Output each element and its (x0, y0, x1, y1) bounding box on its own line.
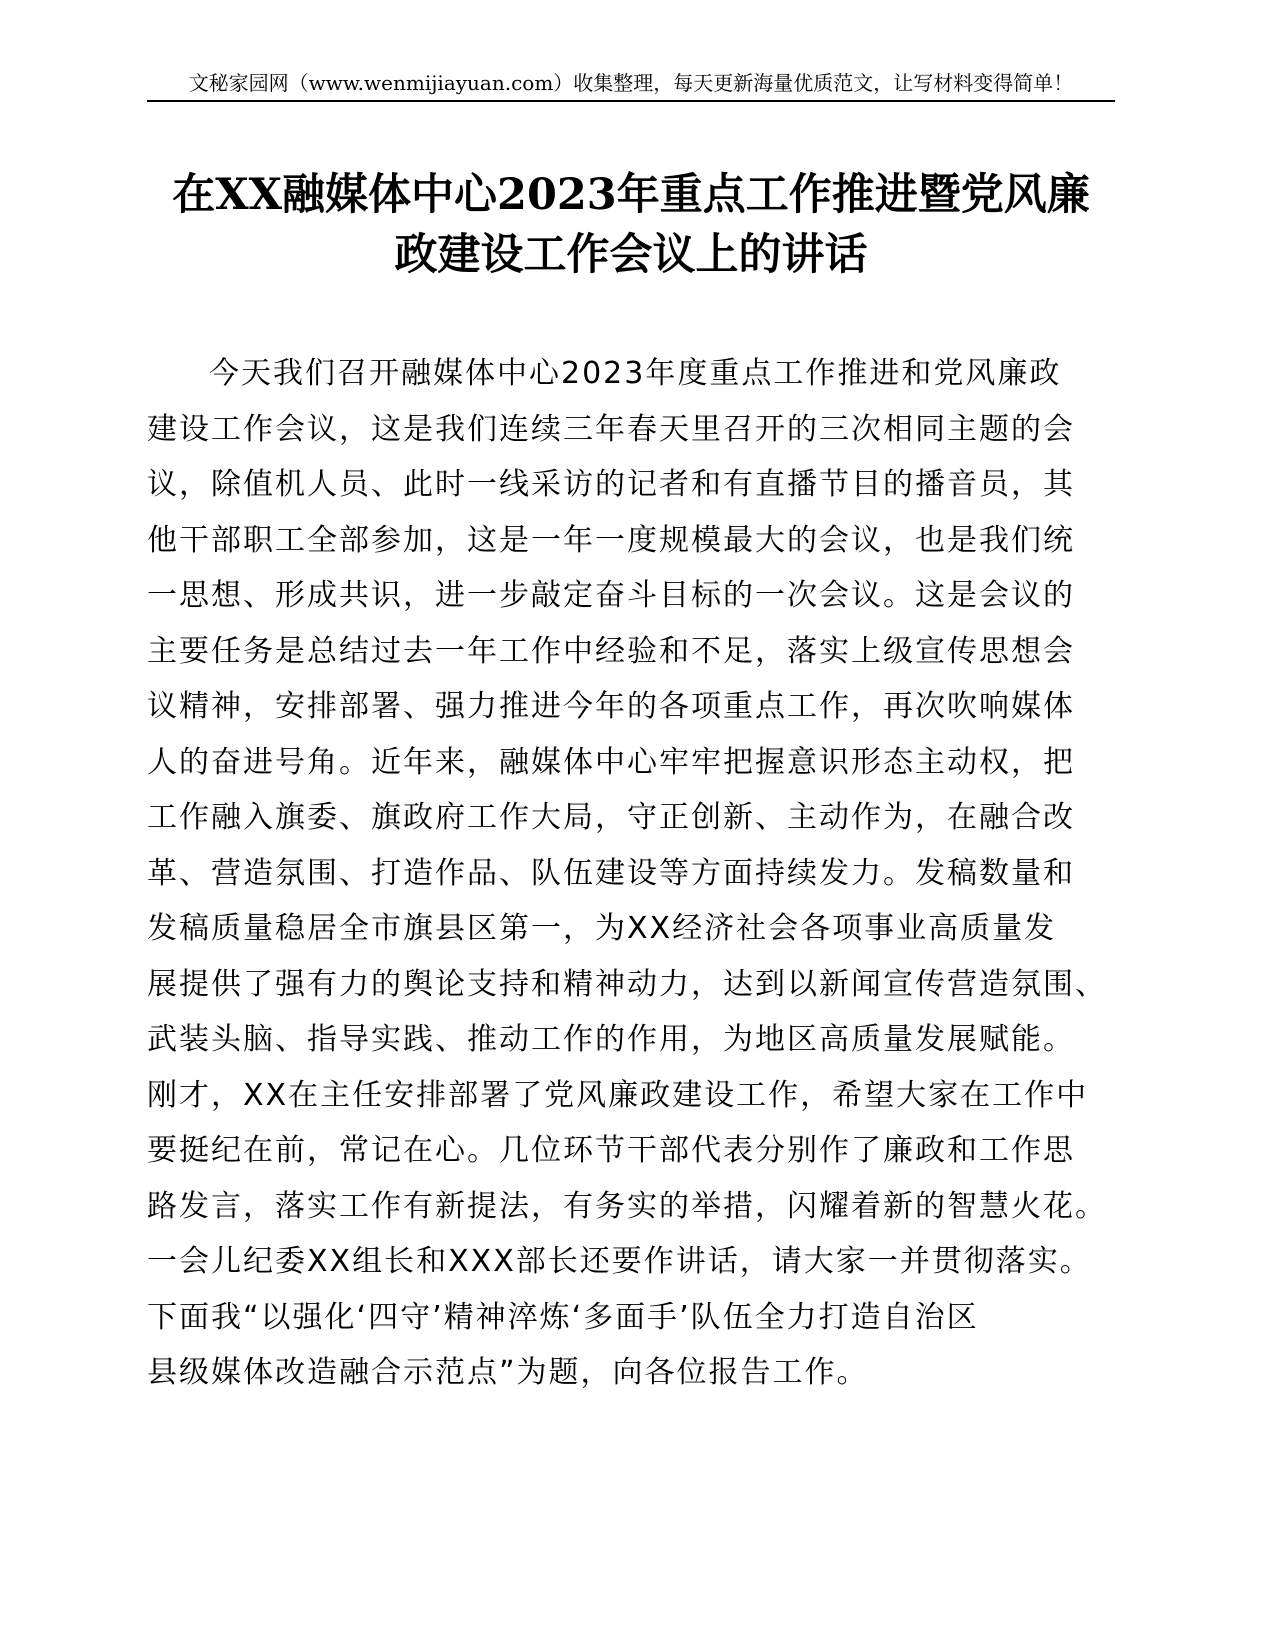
paragraph-line: 主要任务是总结过去一年工作中经验和不足，落实上级宣传思想会 (147, 633, 1075, 669)
paragraph-line: 刚才，XX在主任安排部署了党风廉政建设工作，希望大家在工作中 (147, 1077, 1089, 1113)
paragraph-line: 工作融入旗委、旗政府工作大局，守正创新、主动作为，在融合改 (147, 800, 1075, 835)
paragraph-line: 人的奋进号角。近年来，融媒体中心牢牢把握意识形态主动权，把 (147, 744, 1075, 780)
paragraph-line: 下面我“以强化‘四守’精神淬炼‘多面手’队伍全力打造自治区 (147, 1299, 979, 1335)
body-paragraph (147, 346, 1117, 1401)
paragraph-line: 发稿质量稳居全市旗县区第一，为XX经济社会各项事业高质量发 (147, 911, 1057, 946)
paragraph-line: 议精神，安排部署、强力推进今年的各项重点工作，再次吹响媒体 (147, 689, 1075, 724)
paragraph-line: 展提供了强有力的舆论支持和精神动力，达到以新闻宣传营造氛围、 (147, 966, 1107, 1002)
paragraph-line: 武装头脑、指导实践、推动工作的作用，为地区高质量发展赋能。 (147, 1022, 1075, 1057)
paragraph-line: 建设工作会议，这是我们连续三年春天里召开的三次相同主题的会 (147, 411, 1075, 447)
paragraph-line: 今天我们召开融媒体中心2023年度重点工作推进和党风廉政 (209, 356, 1062, 391)
paragraph-line: 议，除值机人员、此时一线采访的记者和有直播节目的播音员，其 (147, 467, 1075, 502)
title-line: 政建设工作会议上的讲话 (394, 230, 868, 280)
paragraph-line: 要挺纪在前，常记在心。几位环节干部代表分别作了廉政和工作思 (147, 1133, 1075, 1168)
header-text: 文秘家园网（www.wenmijiayuan.com）收集整理，每天更新海量优质范文，让写材料变得简单！ (188, 71, 1074, 95)
paragraph-line: 革、营造氛围、打造作品、队伍建设等方面持续发力。发稿数量和 (147, 855, 1075, 891)
paragraph-line: 县级媒体改造融合示范点”为题，向各位报告工作。 (147, 1355, 869, 1390)
paragraph-line: 一会儿纪委XX组长和XXX部长还要作讲话，请大家一并贯彻落实。 (147, 1244, 1092, 1279)
paragraph-line: 一思想、形成共识，进一步敲定奋斗目标的一次会议。这是会议的 (147, 578, 1075, 613)
document-title (147, 165, 1115, 285)
paragraph-line: 路发言，落实工作有新提法，有务实的举措，闪耀着新的智慧火花。 (147, 1188, 1107, 1224)
page-header (147, 66, 1115, 102)
title-line: 在XX融媒体中心2023年重点工作推进暨党风廉 (172, 170, 1090, 220)
paragraph-line: 他干部职工全部参加，这是一年一度规模最大的会议，也是我们统 (147, 522, 1075, 558)
